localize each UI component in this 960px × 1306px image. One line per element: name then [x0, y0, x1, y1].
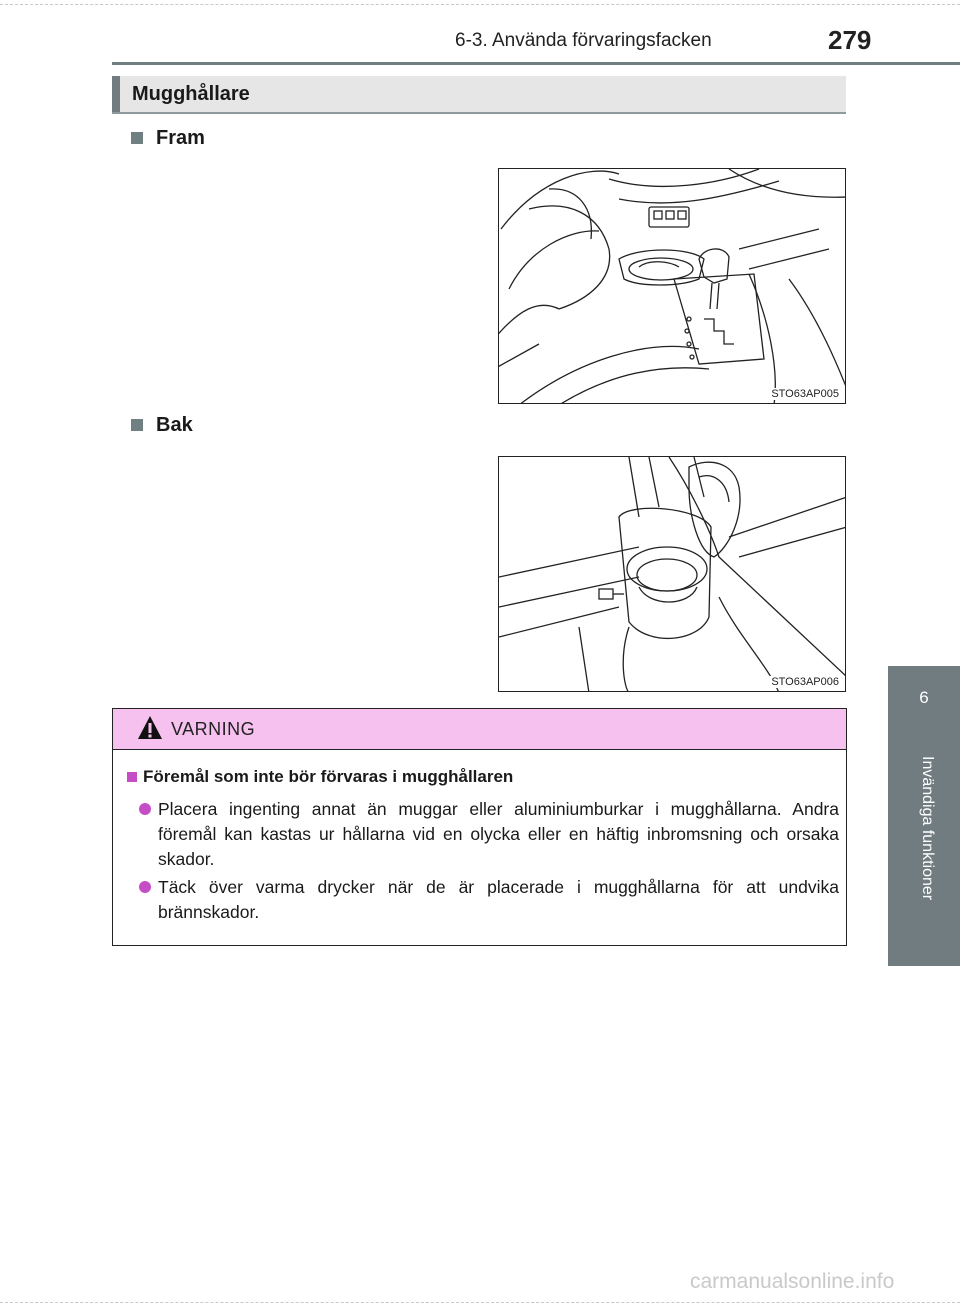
square-bullet-icon	[131, 419, 143, 431]
chapter-label: Invändiga funktioner	[919, 756, 936, 901]
running-header-section: 6-3. Använda förvaringsfacken	[455, 30, 712, 51]
rear-heading	[131, 414, 193, 437]
warning-subheading-text: Föremål som inte bör förvaras i mugghållaren	[143, 767, 514, 786]
warning-box	[112, 708, 847, 946]
front-heading	[131, 127, 205, 150]
rear-cup-holder-illustration	[498, 456, 846, 692]
warning-title: VARNING	[171, 719, 256, 739]
trim-line-top	[0, 4, 960, 5]
bullet-dot-icon	[139, 881, 151, 893]
rear-console-drawing	[499, 457, 846, 692]
warning-subheading	[127, 767, 513, 787]
warning-item-text: Placera ingenting annat än muggar eller aluminiumburkar i mugghållarna. Andra föremål kan kastas ur hållarna vid en olycka eller en häftig inbromsning och orsaka skador.	[158, 799, 839, 869]
square-bullet-icon	[131, 132, 143, 144]
front-cup-holder-illustration	[498, 168, 846, 404]
page-number: 279	[828, 25, 872, 55]
watermark-text: carmanualsonline.info	[690, 1270, 895, 1293]
section-title: Mugghållare	[132, 83, 250, 105]
warning-header	[113, 709, 846, 750]
chapter-number: 6	[919, 688, 929, 707]
bullet-dot-icon	[139, 803, 151, 815]
front-figure-code: STO63AP005	[771, 388, 839, 400]
front-heading-text: Fram	[156, 127, 205, 149]
warning-item	[139, 797, 839, 872]
rear-figure-code: STO63AP006	[771, 676, 839, 688]
front-console-drawing	[499, 169, 846, 404]
header-rule	[112, 62, 960, 65]
warning-item	[139, 875, 839, 925]
warning-triangle-icon	[137, 715, 163, 741]
warning-item-text: Täck över varma drycker när de är placerade i mugghållarna för att undvika brännskador.	[158, 877, 839, 922]
trim-line-bottom	[0, 1302, 960, 1303]
section-title-bar	[112, 76, 846, 114]
section-accent	[112, 76, 120, 112]
square-bullet-icon	[127, 772, 137, 782]
rear-heading-text: Bak	[156, 414, 193, 436]
